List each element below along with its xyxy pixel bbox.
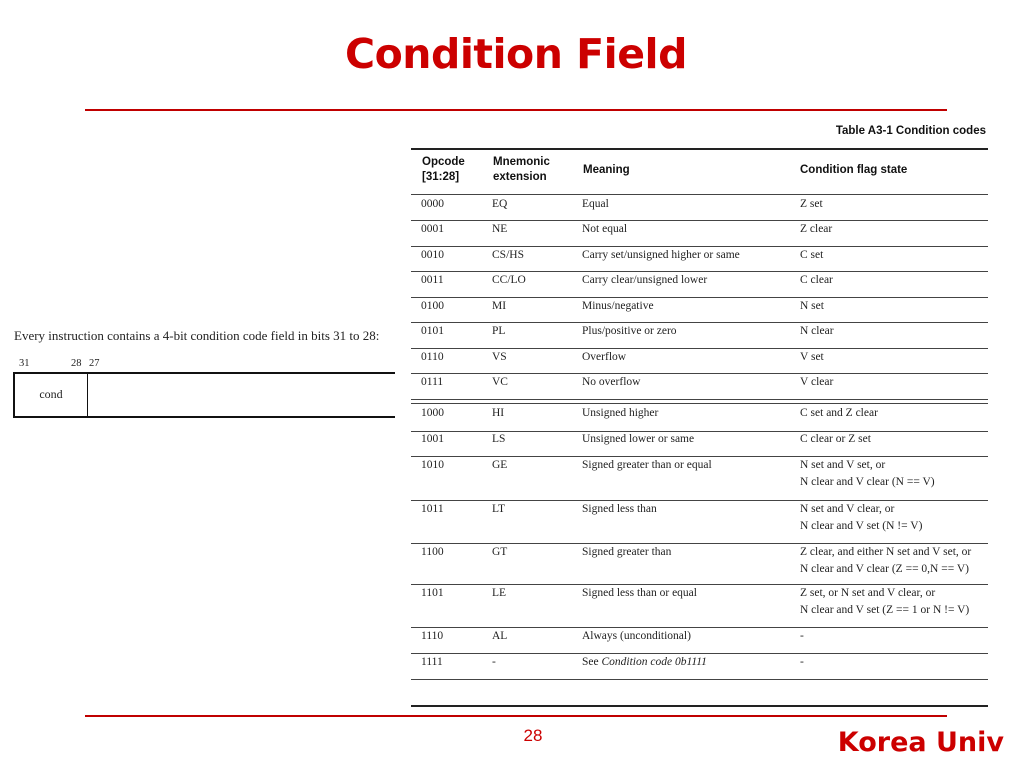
flag-line: C set [800, 249, 824, 261]
cell-flags [800, 585, 969, 619]
bit-label-28: 28 [71, 358, 82, 369]
flag-line: N clear and V clear (N == V) [800, 476, 935, 488]
flag-line: C clear or Z set [800, 433, 871, 445]
cell-opcode: 1010 [421, 459, 444, 471]
cell-flags [800, 544, 971, 578]
cell-flags [800, 405, 878, 422]
cell-opcode: 1101 [421, 587, 444, 599]
flag-line: Z set [800, 198, 823, 210]
cell-meaning: Unsigned higher [582, 407, 659, 419]
cell-meaning: Signed less than [582, 503, 657, 515]
cell-mnemonic: GT [492, 546, 508, 558]
cell-flags [800, 431, 871, 448]
flag-line: C set and Z clear [800, 407, 878, 419]
cell-flags [800, 501, 922, 535]
cell-mnemonic: CS/HS [492, 249, 524, 261]
cell-mnemonic: PL [492, 325, 506, 337]
flag-line: - [800, 630, 804, 642]
cell-meaning: Not equal [582, 223, 628, 235]
cell-meaning: Plus/positive or zero [582, 325, 677, 337]
cell-mnemonic: LT [492, 503, 505, 515]
cell-mnemonic: EQ [492, 198, 508, 210]
cell-opcode: 0101 [421, 325, 444, 337]
table-caption: Table A3-1 Condition codes [835, 125, 986, 137]
cell-flags [800, 374, 833, 391]
cell-mnemonic: GE [492, 459, 508, 471]
cell-opcode: 0001 [421, 223, 444, 235]
table-top-rule [411, 148, 988, 150]
cell-opcode: 0100 [421, 300, 444, 312]
cell-opcode: 0011 [421, 274, 444, 286]
cell-flags [800, 272, 833, 289]
cell-opcode: 1000 [421, 407, 444, 419]
cell-meaning: Always (unconditional) [582, 630, 691, 642]
cell-flags [800, 221, 832, 238]
bit-label-27: 27 [89, 358, 100, 369]
cell-meaning: Minus/negative [582, 300, 654, 312]
cell-mnemonic: LE [492, 587, 507, 599]
cell-opcode: 0000 [421, 198, 444, 210]
flag-line: Z clear, and either N set and V set, or [800, 546, 972, 558]
flag-line: N clear and V set (Z == 1 or N != V) [800, 604, 970, 616]
cell-meaning: Signed greater than [582, 546, 672, 558]
cell-opcode: 0110 [421, 351, 444, 363]
cell-opcode: 1111 [421, 656, 443, 668]
row-rule [411, 399, 988, 400]
cell-flags [800, 196, 823, 213]
cell-mnemonic: AL [492, 630, 508, 642]
cell-flags [800, 323, 834, 340]
cell-meaning [582, 654, 707, 671]
flag-line: V clear [800, 376, 834, 388]
flag-line: V set [800, 351, 824, 363]
cell-mnemonic: VC [492, 376, 508, 388]
cell-mnemonic: LS [492, 433, 506, 445]
cell-mnemonic: CC/LO [492, 274, 526, 286]
top-divider [85, 109, 947, 111]
cell-opcode: 0010 [421, 249, 444, 261]
header-flags: Condition flag state [800, 164, 908, 176]
cell-meaning: Carry set/unsigned higher or same [582, 249, 740, 261]
cell-flags [800, 654, 804, 671]
header-opcode-line2: [31:28] [422, 171, 460, 183]
header-rule [411, 194, 988, 195]
row-rule [411, 679, 988, 680]
footer-brand: Korea Univ [837, 727, 1004, 758]
flag-line: N clear [800, 325, 834, 337]
cell-meaning: No overflow [582, 376, 641, 388]
meaning-reference: Condition code 0b1111 [601, 656, 707, 668]
cell-meaning: Equal [582, 198, 609, 210]
flag-line: C clear [800, 274, 833, 286]
cell-flags [800, 628, 804, 645]
header-opcode-line1: Opcode [422, 156, 465, 168]
section-rule [411, 403, 988, 404]
cell-mnemonic: MI [492, 300, 507, 312]
flag-line: N set and V set, or [800, 459, 886, 471]
header-mnemonic [493, 155, 550, 185]
bottom-divider [85, 715, 947, 717]
intro-text: Every instruction contains a 4-bit condition code field in bits 31 to 28: [14, 328, 380, 343]
cell-flags [800, 349, 824, 366]
page-number: 28 [523, 726, 543, 745]
cell-meaning: Signed less than or equal [582, 587, 697, 599]
header-meaning: Meaning [583, 164, 630, 176]
instruction-encoding-box [13, 372, 395, 418]
flag-line: Z clear [800, 223, 833, 235]
cell-meaning: Carry clear/unsigned lower [582, 274, 708, 286]
flag-line: N set and V clear, or [800, 503, 895, 515]
flag-line: N set [800, 300, 824, 312]
cell-opcode: 1011 [421, 503, 444, 515]
cell-opcode: 0111 [421, 376, 444, 388]
slide-title: Condition Field [345, 30, 687, 78]
flag-line: Z set, or N set and V clear, or [800, 587, 936, 599]
cell-mnemonic: HI [492, 407, 505, 419]
header-mnemonic-line1: Mnemonic [493, 156, 550, 168]
cell-flags [800, 298, 824, 315]
cell-flags [800, 457, 935, 491]
cell-meaning: Overflow [582, 351, 627, 363]
cell-flags [800, 247, 823, 264]
header-mnemonic-line2: extension [493, 171, 547, 183]
table-bottom-rule [411, 705, 988, 707]
meaning-prefix: See [582, 656, 602, 668]
cond-field: cond [15, 374, 88, 416]
flag-line: N clear and V clear (Z == 0,N == V) [800, 563, 970, 575]
bit-label-31: 31 [19, 358, 30, 369]
cell-meaning: Signed greater than or equal [582, 459, 712, 471]
cell-mnemonic: VS [492, 351, 507, 363]
cell-mnemonic: NE [492, 223, 508, 235]
cell-opcode: 1100 [421, 546, 444, 558]
cell-meaning: Unsigned lower or same [582, 433, 695, 445]
flag-line: N clear and V set (N != V) [800, 520, 923, 532]
cell-opcode: 1001 [421, 433, 444, 445]
flag-line: - [800, 656, 804, 668]
cell-opcode: 1110 [421, 630, 444, 642]
cell-mnemonic: - [492, 656, 496, 668]
header-opcode [422, 155, 465, 185]
